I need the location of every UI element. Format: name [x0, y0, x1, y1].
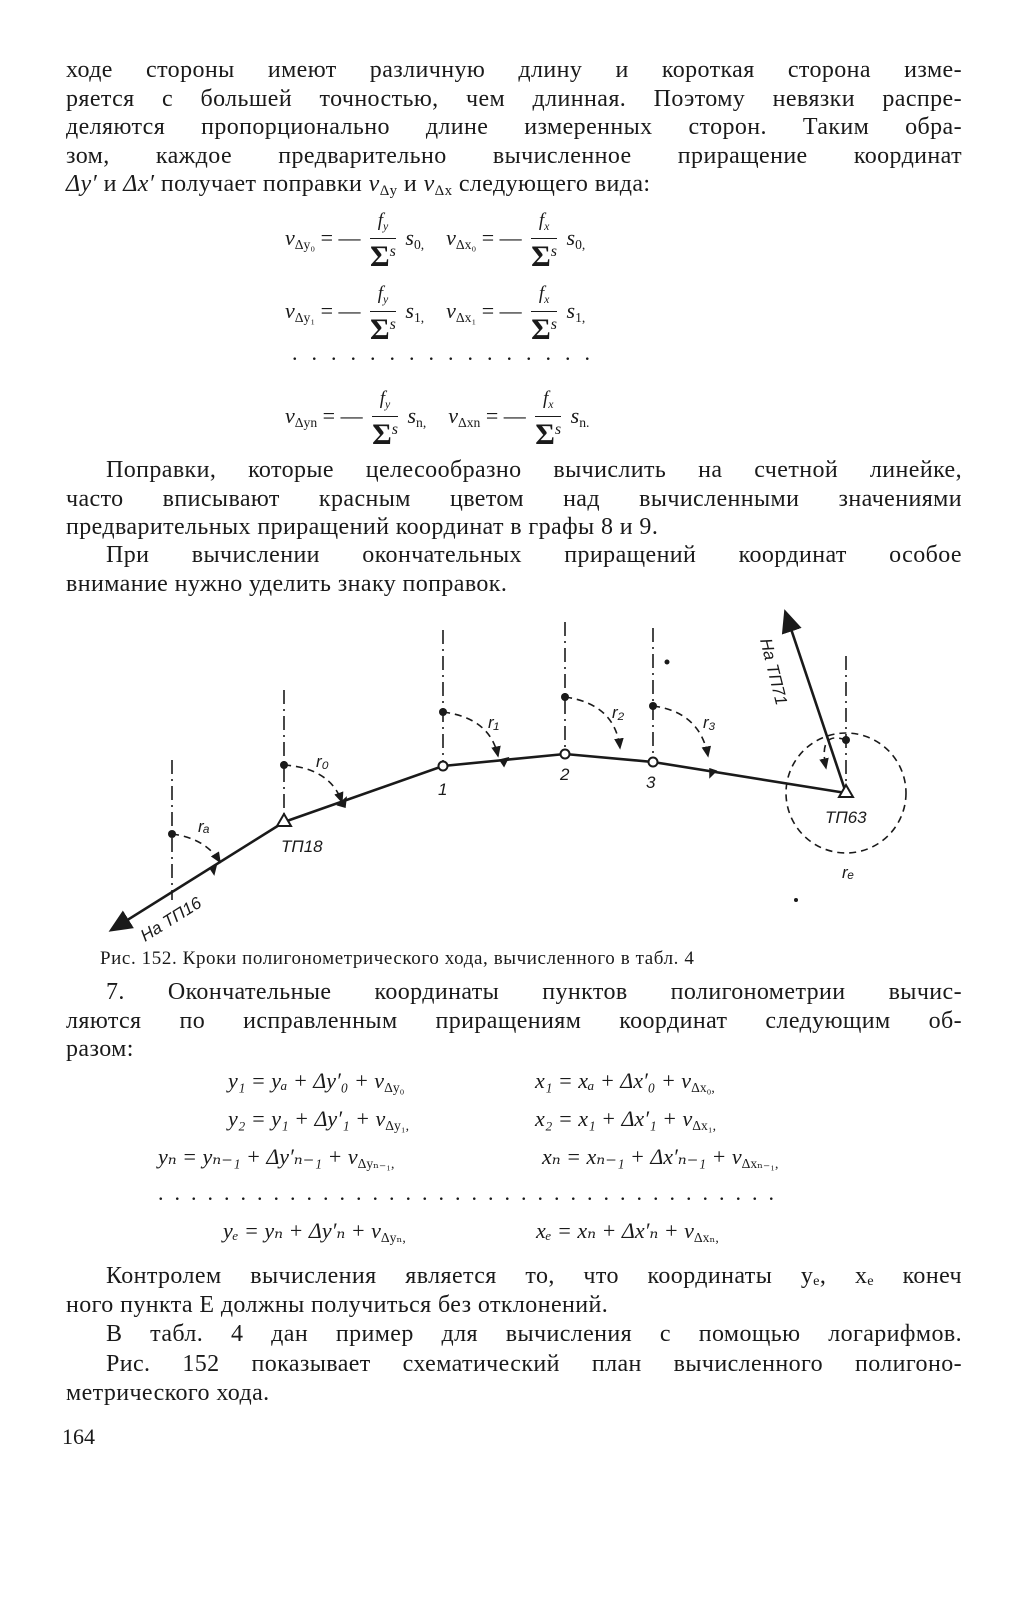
- sigma-symbol: Σ: [531, 313, 551, 346]
- text-line: Поправки, которые целесообразно вычислить на счетной линейке,: [106, 457, 962, 483]
- sigma-symbol: Σ: [535, 418, 555, 451]
- text-line: 7. Окончательные координаты пунктов полигонометрии вычис-: [106, 979, 962, 1005]
- text-line: ходе стороны имеют различную длину и короткая сторона изме-: [66, 57, 962, 83]
- subscript: Δx₀,: [691, 1080, 715, 1095]
- text-line: внимание нужно уделить знаку поправок.: [66, 570, 508, 597]
- equals-minus: = —: [485, 403, 526, 429]
- north-lines: [172, 622, 846, 900]
- label-1: 1: [438, 780, 448, 799]
- s-symbol: s: [550, 316, 558, 333]
- text-line: зом, каждое предварительно вычисленное приращение координат: [66, 142, 962, 169]
- v-symbol: v: [448, 403, 458, 429]
- word: получает поправки: [160, 171, 363, 197]
- subscript: x: [544, 293, 550, 306]
- subscript: Δy₀: [294, 237, 316, 253]
- direction-mark: [210, 866, 216, 874]
- page-number: 164: [62, 1424, 95, 1449]
- text-line: разом:: [66, 1036, 134, 1062]
- subscript: Δx₀: [455, 237, 477, 253]
- f-symbol: f: [538, 283, 545, 304]
- text-line: часто вписывают красным цветом над вычисленными значениями: [66, 485, 962, 512]
- subscript: y: [385, 398, 391, 411]
- subscript: Δxₙ,: [693, 1230, 719, 1245]
- f-symbol: f: [377, 210, 383, 231]
- subscript: Δxn: [457, 415, 481, 431]
- label-tp63: ТП63: [825, 808, 867, 827]
- angle-arc-r3: [653, 706, 708, 756]
- formula-text: yₑ = yₙ + Δy′ₙ + v: [223, 1218, 381, 1243]
- delta-y-prime: Δy′: [66, 171, 98, 197]
- subscript: Δyₙ₋₁,: [357, 1156, 395, 1171]
- text-line: предварительных приращений координат в графы 8 и 9.: [66, 514, 659, 540]
- sigma-symbol: Σ: [372, 418, 392, 451]
- word: и: [103, 171, 117, 197]
- text-line: Рис. 152 показывает схематический план вычисленного полигоно-: [106, 1351, 962, 1377]
- s-symbol: s: [405, 225, 414, 251]
- subscript: Δyn: [294, 415, 318, 431]
- text-line: ного пункта E должны получиться без отклонений.: [66, 1291, 609, 1318]
- label-ra: rₐ: [198, 817, 210, 836]
- s-symbol: s: [391, 421, 398, 438]
- subscript: n.: [579, 415, 590, 431]
- text-line: Контролем вычисления является то, что координаты yₑ, xₑ конеч: [106, 1263, 962, 1289]
- formula-text: xₙ = xₙ₋₁ + Δx′ₙ₋₁ + v: [542, 1144, 742, 1169]
- final-formula-y2: [228, 1106, 409, 1134]
- subscript: n,: [416, 415, 427, 431]
- dot: [794, 898, 798, 902]
- subscript: 0,: [413, 237, 425, 253]
- delta-x-prime: Δx′: [123, 171, 155, 197]
- text-line: деляются пропорционально длине измеренных сторон. Таким обра-: [66, 114, 962, 140]
- subscript: y: [382, 293, 389, 306]
- paragraph-fig: [66, 1350, 962, 1407]
- v-symbol: v: [446, 225, 456, 251]
- s-symbol: s: [550, 243, 558, 260]
- text-line: При вычислении окончательных приращений координат особое: [106, 542, 962, 568]
- subscript: Δyₙ,: [380, 1230, 406, 1245]
- s-symbol: s: [554, 421, 562, 438]
- equals-minus: = —: [481, 225, 522, 251]
- sigma-symbol: Σ: [531, 240, 551, 273]
- leg-to-tp71: [786, 614, 846, 793]
- f-symbol: f: [542, 388, 549, 409]
- v-symbol: v: [285, 403, 295, 429]
- subscript: Δy₁: [294, 310, 316, 326]
- dot: [665, 660, 670, 665]
- formula-text: xₑ = xₙ + Δx′ₙ + v: [536, 1218, 694, 1243]
- traverse-line: [113, 614, 846, 929]
- s-symbol: s: [566, 225, 576, 251]
- f-symbol: f: [379, 388, 386, 409]
- formula-text: yₙ = yₙ₋₁ + Δy′ₙ₋₁ + v: [158, 1144, 358, 1169]
- direction-mark: [500, 758, 508, 766]
- label-to-tp16: На ТП16: [137, 893, 205, 946]
- text-line: ляются по исправленным приращениям координат следующим об-: [66, 1007, 962, 1034]
- final-formula-x1: [535, 1068, 715, 1096]
- sigma-symbol: Σ: [370, 313, 390, 346]
- formula-text: x₁ = xₐ + Δx′₀ + v: [535, 1068, 692, 1093]
- f-symbol: f: [377, 283, 383, 304]
- north-dots: [168, 660, 850, 903]
- label-r2: r₂: [612, 703, 625, 722]
- subscript: Δx₁: [455, 310, 477, 326]
- subscript: Δxₙ₋₁,: [741, 1156, 779, 1171]
- s-symbol: s: [566, 298, 576, 324]
- text-line: метрического хода.: [66, 1379, 270, 1406]
- text-line: ряется с большей точностью, чем длинная. Поэтому невязки распре-: [66, 85, 962, 112]
- figure-caption: Рис. 152. Кроки полигонометрического хода, вычисленного в табл. 4: [100, 948, 695, 969]
- final-formula-yn: [158, 1144, 394, 1172]
- label-tp18: ТП18: [281, 837, 323, 856]
- ellipsis-dots: ......................................: [158, 1180, 785, 1205]
- paragraph-table: [66, 1320, 962, 1349]
- subscript: Δy₁,: [385, 1118, 409, 1133]
- stations: [277, 750, 853, 827]
- s-symbol: s: [407, 403, 416, 429]
- subscript: Δy₀: [384, 1080, 405, 1095]
- station-2: [561, 750, 570, 759]
- equals-minus: = —: [320, 225, 361, 251]
- label-r3: r₃: [703, 713, 716, 732]
- v-symbol: v: [423, 171, 435, 197]
- paragraph-final: [66, 978, 962, 1064]
- station-3: [649, 758, 658, 767]
- subscript: Δx: [434, 183, 453, 199]
- paragraph-control: [66, 1262, 962, 1319]
- subscript: x: [544, 220, 550, 233]
- sigma-symbol: Σ: [370, 240, 390, 273]
- angle-arc-ra: [172, 834, 220, 862]
- final-formula-xn: [542, 1144, 778, 1172]
- formula-text: x₂ = x₁ + Δx′₁ + v: [535, 1106, 693, 1131]
- s-symbol: s: [570, 403, 580, 429]
- subscript: y: [382, 220, 389, 233]
- v-symbol: v: [368, 171, 380, 197]
- label-2: 2: [560, 765, 570, 784]
- word: следующего вида:: [458, 171, 651, 197]
- subscript: 1,: [575, 310, 586, 326]
- subscript: Δy: [379, 183, 398, 199]
- v-symbol: v: [446, 298, 456, 324]
- s-symbol: s: [389, 243, 396, 260]
- label-3: 3: [646, 773, 656, 792]
- s-symbol: s: [389, 316, 396, 333]
- subscript: 0,: [575, 237, 586, 253]
- v-symbol: v: [285, 225, 295, 251]
- text-line: В табл. 4 дан пример для вычисления с помощью логарифмов.: [106, 1321, 962, 1347]
- formula-text: y₂ = y₁ + Δy′₁ + v: [228, 1106, 386, 1131]
- v-symbol: v: [285, 298, 295, 324]
- equals-minus: = —: [481, 298, 522, 324]
- final-formula-x2: [535, 1106, 716, 1134]
- angle-arc-r0: [284, 765, 342, 802]
- station-1: [439, 762, 448, 771]
- subscript: Δx₁,: [692, 1118, 716, 1133]
- label-r0: r₀: [316, 752, 329, 771]
- formula-text: y₁ = yₐ + Δy′₀ + v: [228, 1068, 385, 1093]
- equals-minus: = —: [322, 403, 363, 429]
- label-to-tp71: На ТП71: [756, 636, 792, 708]
- equals-minus: = —: [320, 298, 361, 324]
- final-formula-xe: [536, 1218, 719, 1246]
- word: и: [403, 171, 418, 197]
- final-formula-y1: [228, 1068, 404, 1096]
- s-symbol: s: [405, 298, 414, 324]
- ellipsis-dots: ................: [292, 340, 604, 365]
- label-r1: r₁: [488, 713, 500, 732]
- subscript: x: [548, 398, 554, 411]
- subscript: 1,: [413, 310, 425, 326]
- f-symbol: f: [538, 210, 545, 231]
- label-re: rₑ: [842, 863, 855, 882]
- final-formula-ye: [223, 1218, 406, 1246]
